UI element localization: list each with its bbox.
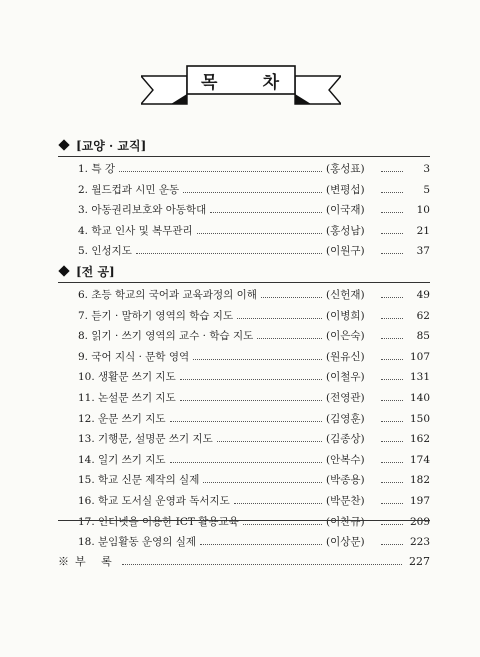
entry-title: 7. 듣기 · 말하기 영역의 학습 지도 — [78, 309, 234, 322]
entry-title: 18. 분임활동 운영의 실제 — [78, 536, 196, 549]
entry-title: 16. 학교 도서실 운영과 독서지도 — [78, 494, 230, 507]
entry-author: (이철우) — [326, 371, 365, 384]
dot-leader — [381, 163, 403, 172]
section-major — [58, 262, 430, 555]
dot-leader — [381, 351, 403, 360]
toc-entry[interactable] — [58, 349, 430, 370]
dot-leader — [381, 310, 403, 319]
entry-page: 37 — [416, 245, 430, 258]
entry-title: 3. 아동권리보호와 아동학대 — [78, 204, 207, 217]
dot-leader — [381, 245, 403, 254]
entry-title: 4. 학교 인사 및 복무관리 — [78, 224, 193, 237]
entry-author: (변평섭) — [326, 183, 365, 196]
entry-page: 150 — [409, 412, 430, 425]
toc-list — [58, 287, 430, 555]
appendix-title: ※부 록 — [58, 555, 118, 568]
entry-page: 131 — [409, 371, 430, 384]
diamond-icon — [58, 139, 69, 150]
dot-leader — [234, 495, 322, 504]
section-heading — [58, 136, 430, 154]
toc-entry[interactable] — [58, 182, 430, 203]
entry-page: 209 — [409, 515, 430, 528]
entry-title: 2. 월드컵과 시민 운동 — [78, 183, 180, 196]
section-rule — [58, 156, 430, 157]
toc-entry[interactable] — [58, 161, 430, 182]
entry-title: 6. 초등 학교의 국어과 교육과정의 이해 — [78, 289, 257, 301]
toc-entry[interactable] — [58, 287, 430, 308]
toc-entry[interactable] — [58, 328, 430, 349]
entry-page: 223 — [409, 536, 430, 549]
section-heading-text: [전 공] — [76, 264, 115, 279]
toc-entry[interactable] — [58, 411, 430, 432]
entry-page: 10 — [416, 204, 430, 217]
dot-leader — [237, 310, 322, 319]
entry-page: 21 — [416, 224, 430, 237]
appendix-page: 227 — [409, 555, 430, 568]
dot-leader — [203, 474, 322, 483]
entry-page: 140 — [409, 391, 430, 404]
dot-leader — [210, 204, 322, 213]
entry-author: (이국재) — [326, 204, 365, 217]
dot-leader — [217, 433, 322, 442]
toc-list — [58, 161, 430, 264]
entry-page: 197 — [409, 494, 430, 507]
section-heading — [58, 262, 430, 280]
dot-leader — [381, 474, 403, 483]
entry-title: 8. 읽기 · 쓰기 영역의 교수 · 학습 지도 — [78, 330, 254, 343]
entry-author: (이원구) — [326, 245, 365, 258]
entry-page: 5 — [423, 183, 430, 196]
toc-entry[interactable] — [58, 243, 430, 264]
entry-author: (원유신) — [326, 350, 365, 363]
appendix-entry[interactable] — [58, 553, 430, 569]
dot-leader — [381, 413, 403, 422]
section-rule — [58, 282, 430, 283]
entry-author: (이병희) — [326, 309, 365, 322]
entry-page: 174 — [409, 453, 430, 466]
entry-author: (김영훈) — [326, 412, 365, 425]
entry-page: 162 — [409, 433, 430, 446]
entry-page: 62 — [416, 309, 430, 322]
dot-leader — [136, 245, 322, 254]
entry-title: 13. 기행문, 설명문 쓰기 지도 — [78, 433, 213, 446]
toc-entry[interactable] — [58, 369, 430, 390]
entry-author: (이상문) — [326, 536, 365, 549]
dot-leader — [180, 392, 322, 401]
entry-page: 182 — [409, 474, 430, 487]
toc-entry[interactable] — [58, 514, 430, 535]
toc-entry[interactable] — [58, 308, 430, 329]
dot-leader — [261, 289, 322, 298]
entry-author: (신헌재) — [326, 289, 365, 301]
dot-leader — [381, 330, 403, 339]
page-title — [187, 66, 295, 94]
entry-author: (이찬규) — [326, 515, 365, 528]
entry-page: 3 — [423, 163, 430, 175]
dot-leader — [381, 495, 403, 504]
toc-entry[interactable] — [58, 202, 430, 223]
section-rule — [58, 520, 430, 521]
dot-leader — [119, 163, 322, 172]
toc-entry[interactable] — [58, 534, 430, 555]
entry-title: 9. 국어 지식 · 문학 영역 — [78, 350, 190, 363]
dot-leader — [381, 204, 403, 213]
dot-leader — [197, 225, 322, 234]
dot-leader — [180, 371, 322, 380]
entry-author: (이은숙) — [326, 330, 365, 343]
entry-title: 15. 학교 신문 제작의 실제 — [78, 474, 200, 487]
title-right: 차 — [262, 72, 281, 93]
entry-title: 1. 특 강 — [78, 163, 115, 175]
section-general — [58, 136, 430, 264]
dot-leader — [381, 392, 403, 401]
toc-entry[interactable] — [58, 431, 430, 452]
entry-author: (전영관) — [326, 391, 365, 404]
dot-leader — [183, 184, 322, 193]
entry-author: (홍성표) — [326, 163, 365, 175]
dot-leader — [381, 225, 403, 234]
toc-entry[interactable] — [58, 390, 430, 411]
toc-entry[interactable] — [58, 493, 430, 514]
dot-leader — [381, 184, 403, 193]
dot-leader — [381, 371, 403, 380]
dot-leader — [381, 433, 403, 442]
dot-leader — [381, 454, 403, 463]
entry-author: (박문찬) — [326, 494, 365, 507]
entry-title: 10. 생활문 쓰기 지도 — [78, 371, 176, 384]
title-banner — [141, 58, 341, 110]
dot-leader — [257, 330, 322, 339]
entry-author: (김종상) — [326, 433, 365, 446]
entry-title: 5. 인성지도 — [78, 245, 132, 258]
dot-leader — [170, 454, 322, 463]
dot-leader — [122, 556, 402, 565]
dot-leader — [381, 536, 403, 545]
dot-leader — [193, 351, 322, 360]
title-left: 목 — [201, 72, 220, 93]
dot-leader — [170, 413, 322, 422]
entry-title: 14. 일기 쓰기 지도 — [78, 453, 166, 466]
toc-entry[interactable] — [58, 472, 430, 493]
entry-page: 107 — [409, 350, 430, 363]
entry-title: 12. 운문 쓰기 지도 — [78, 412, 166, 425]
entry-author: (안복수) — [326, 453, 365, 466]
section-heading-text: [교양 · 교직] — [76, 138, 147, 153]
entry-title: 17. 인터넷을 이용한 ICT 활용교육 — [78, 515, 239, 528]
entry-author: (홍성남) — [326, 224, 365, 237]
entry-page: 49 — [416, 289, 430, 301]
entry-title: 11. 논설문 쓰기 지도 — [78, 391, 176, 404]
dot-leader — [381, 289, 403, 298]
entry-author: (박종용) — [326, 474, 365, 487]
diamond-icon — [58, 265, 69, 276]
toc-entry[interactable] — [58, 223, 430, 244]
dot-leader — [200, 536, 322, 545]
entry-page: 85 — [416, 330, 430, 343]
toc-entry[interactable] — [58, 452, 430, 473]
